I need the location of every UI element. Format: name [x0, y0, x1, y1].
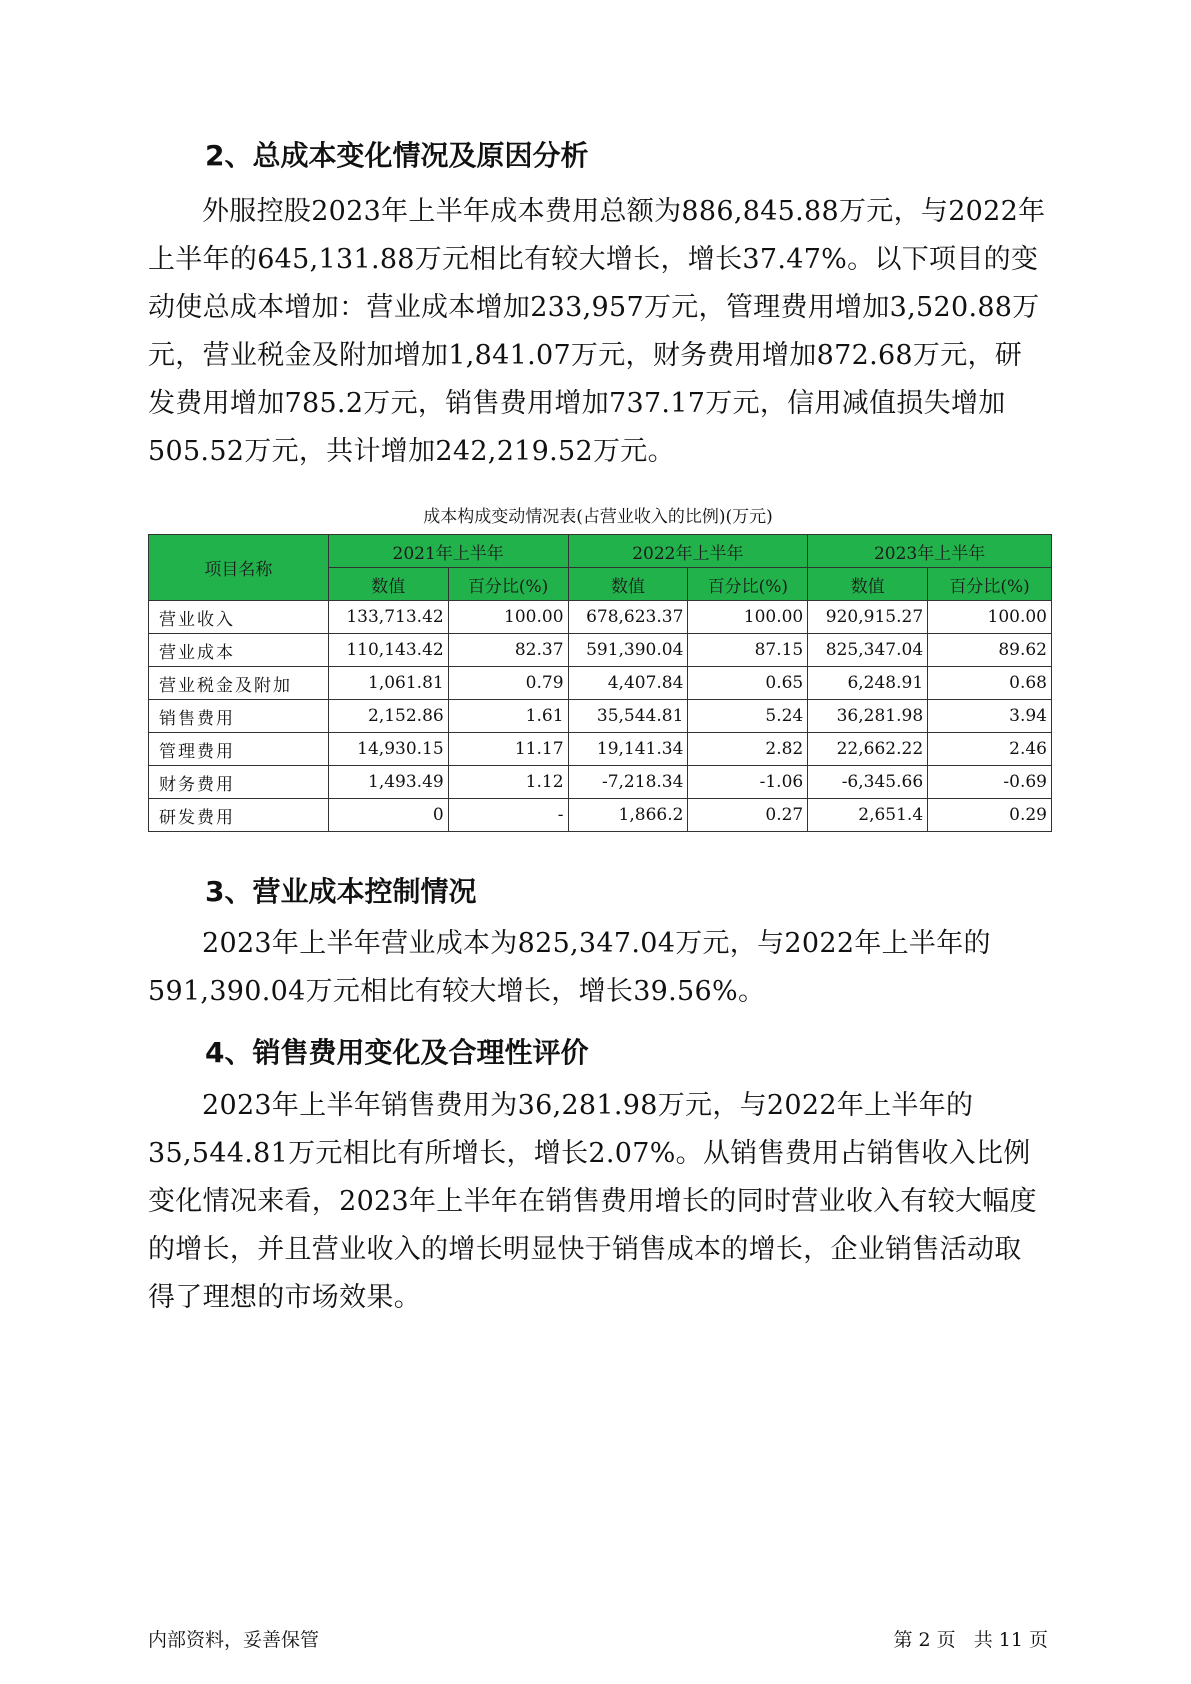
- cell-percent: -1.06: [688, 766, 808, 799]
- row-name: 营业成本: [149, 634, 329, 667]
- cell-percent: 3.94: [928, 700, 1052, 733]
- cell-percent: 87.15: [688, 634, 808, 667]
- cell-value: 0: [328, 799, 448, 832]
- footer-confidential-note: 内部资料，妥善保管: [148, 1629, 320, 1651]
- cell-value: 678,623.37: [568, 601, 688, 634]
- header-year-2023: 2023年上半年: [808, 535, 1052, 568]
- cell-percent: 89.62: [928, 634, 1052, 667]
- cell-value: 19,141.34: [568, 733, 688, 766]
- cell-percent: 0.27: [688, 799, 808, 832]
- header-percent: 百分比(%): [928, 568, 1052, 601]
- cell-percent: 1.12: [448, 766, 568, 799]
- table-body: [149, 601, 1052, 832]
- row-name: 研发费用: [149, 799, 329, 832]
- cell-percent: 0.68: [928, 667, 1052, 700]
- cell-value: 2,651.4: [808, 799, 928, 832]
- cell-value: 2,152.86: [328, 700, 448, 733]
- cell-percent: 0.65: [688, 667, 808, 700]
- section-4-paragraph: 2023年上半年销售费用为36,281.98万元，与2022年上半年的35,544.81万元相比有所增长，增长2.07%。从销售费用占销售收入比例变化情况来看，2023年上半年在销售费用增长的同时营业收入有较大幅度的增长，并且营业收入的增长明显快于销售成本的增长，企业销售活动取得了理想的市场效果。: [148, 1090, 1037, 1313]
- cell-percent: 100.00: [928, 601, 1052, 634]
- table-row: [149, 634, 1052, 667]
- table-row: [149, 667, 1052, 700]
- section-2-paragraph: 外服控股2023年上半年成本费用总额为886,845.88万元，与2022年上半年的645,131.88万元相比有较大增长，增长37.47%。以下项目的变动使总成本增加：营业成本增加233,957万元，管理费用增加3,520.88万元，营业税金及附加增加1,841.07万元，财务费用增加872.68万元，研发费用增加785.2万元，销售费用增加737.17万元，信用减值损失增加505.52万元，共计增加242,219.52万元。: [148, 196, 1046, 467]
- cell-value: -7,218.34: [568, 766, 688, 799]
- cell-percent: 0.29: [928, 799, 1052, 832]
- section-4-heading: 4、销售费用变化及合理性评价: [205, 1036, 589, 1069]
- header-value: 数值: [568, 568, 688, 601]
- table-row: [149, 733, 1052, 766]
- cell-value: 920,915.27: [808, 601, 928, 634]
- cell-percent: 82.37: [448, 634, 568, 667]
- row-name: 财务费用: [149, 766, 329, 799]
- cell-value: 35,544.81: [568, 700, 688, 733]
- cell-percent: 0.79: [448, 667, 568, 700]
- cell-percent: 11.17: [448, 733, 568, 766]
- table-header-row-years: [149, 535, 1052, 568]
- header-year-2022: 2022年上半年: [568, 535, 808, 568]
- header-item-name: 项目名称: [149, 535, 329, 601]
- footer-page-number: 第 2 页 共 11 页: [893, 1629, 1048, 1651]
- section-2-heading: 2、总成本变化情况及原因分析: [205, 139, 589, 172]
- header-value: 数值: [808, 568, 928, 601]
- row-name: 销售费用: [149, 700, 329, 733]
- header-value: 数值: [328, 568, 448, 601]
- cell-value: 14,930.15: [328, 733, 448, 766]
- cell-percent: 2.82: [688, 733, 808, 766]
- cell-value: 1,866.2: [568, 799, 688, 832]
- cell-value: 6,248.91: [808, 667, 928, 700]
- cell-percent: 100.00: [448, 601, 568, 634]
- table-row: [149, 799, 1052, 832]
- cell-value: -6,345.66: [808, 766, 928, 799]
- row-name: 营业税金及附加: [149, 667, 329, 700]
- cell-value: 110,143.42: [328, 634, 448, 667]
- cell-value: 36,281.98: [808, 700, 928, 733]
- cost-structure-table: [148, 534, 1052, 832]
- cell-percent: -: [448, 799, 568, 832]
- cell-value: 1,493.49: [328, 766, 448, 799]
- cell-value: 825,347.04: [808, 634, 928, 667]
- cell-value: 1,061.81: [328, 667, 448, 700]
- table-row: [149, 700, 1052, 733]
- table-caption: 成本构成变动情况表(占营业收入的比例)(万元): [423, 507, 773, 527]
- cell-value: 591,390.04: [568, 634, 688, 667]
- header-year-2021: 2021年上半年: [328, 535, 568, 568]
- cell-percent: 1.61: [448, 700, 568, 733]
- cell-percent: 5.24: [688, 700, 808, 733]
- cell-percent: -0.69: [928, 766, 1052, 799]
- header-percent: 百分比(%): [688, 568, 808, 601]
- table-row: [149, 601, 1052, 634]
- header-percent: 百分比(%): [448, 568, 568, 601]
- table-row: [149, 766, 1052, 799]
- row-name: 管理费用: [149, 733, 329, 766]
- cell-value: 133,713.42: [328, 601, 448, 634]
- cell-value: 4,407.84: [568, 667, 688, 700]
- table-header: [149, 535, 1052, 601]
- cell-percent: 100.00: [688, 601, 808, 634]
- section-3-paragraph: 2023年上半年营业成本为825,347.04万元，与2022年上半年的591,390.04万元相比有较大增长，增长39.56%。: [148, 928, 991, 1007]
- cell-percent: 2.46: [928, 733, 1052, 766]
- section-3-heading: 3、营业成本控制情况: [205, 875, 477, 908]
- cell-value: 22,662.22: [808, 733, 928, 766]
- row-name: 营业收入: [149, 601, 329, 634]
